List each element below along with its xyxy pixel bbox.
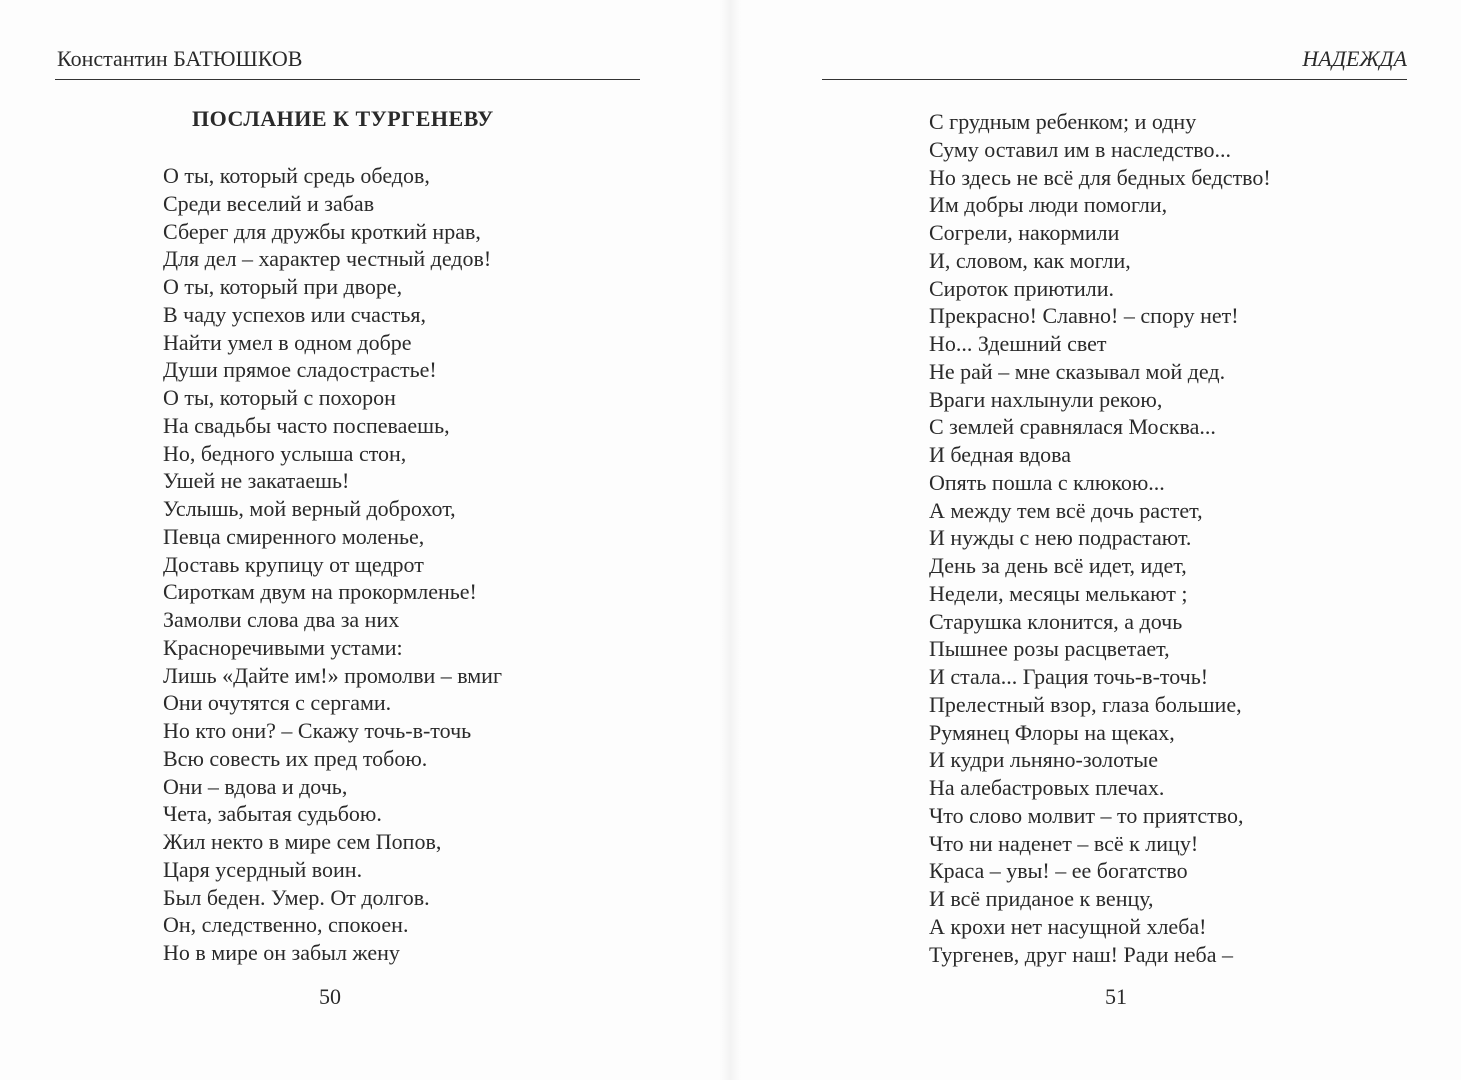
verse-line: Но... Здешний свет [929, 331, 1107, 356]
verse-line: Но кто они? – Скажу точь-в-точь [163, 718, 472, 743]
verse-line: Замолви слова два за них [163, 607, 400, 632]
verse-line: Не рай – мне сказывал мой дед. [929, 358, 1226, 384]
verse-line: Но, бедного услыша стон, [163, 440, 407, 466]
verse-line: Согрели, накормили [929, 220, 1120, 245]
verse-line: Прелестный взор, глаза большие, [929, 691, 1242, 717]
header-rule [822, 79, 1407, 80]
verse-line: Сироток приютили. [929, 275, 1115, 301]
verse-line: С грудным ребенком; и одну [929, 109, 1197, 134]
header-rule [55, 79, 640, 80]
verse-line: О ты, который средь обедов, [163, 163, 430, 188]
verse-line: И, словом, как могли, [929, 247, 1131, 273]
verse-line: А между тем всё дочь растет, [929, 497, 1203, 523]
verse-line: Они – вдова и дочь, [163, 773, 348, 799]
poem-title: ПОСЛАНИЕ К ТУРГЕНЕВУ [192, 106, 494, 131]
verse-line: Ушей не закатаешь! [163, 468, 350, 494]
verse-line: Красноречивыми устами: [163, 634, 403, 660]
right-page [741, 0, 1461, 1080]
verse-line: Прекрасно! Славно! – спору нет! [929, 303, 1239, 329]
verse-line: Он, следственно, спокоен. [163, 912, 409, 938]
verse-line: Румянец Флоры на щеках, [929, 719, 1175, 745]
verse-line: Что ни наденет – всё к лицу! [929, 830, 1199, 856]
book-gutter [720, 0, 741, 1080]
verse-line: Сироткам двум на прокормленье! [163, 579, 477, 605]
poem-verse [929, 108, 1271, 968]
verse-line: О ты, который при дворе, [163, 274, 403, 299]
verse-line: Тургенев, друг наш! Ради неба – [929, 941, 1233, 967]
verse-line: И всё приданое к венцу, [929, 886, 1154, 911]
verse-line: День за день всё идет, идет, [929, 553, 1187, 578]
verse-line: Доставь крупицу от щедрот [163, 551, 424, 577]
verse-line: В чаду успехов или счастья, [163, 301, 426, 327]
verse-line: Жил некто в мире сем Попов, [163, 829, 442, 854]
verse-line: Но здесь не всё для бедных бедство! [929, 164, 1271, 190]
left-page [0, 0, 720, 1080]
verse-line: Среди веселий и забав [163, 190, 375, 216]
verse-line: Царя усердный воин. [163, 856, 363, 882]
verse-line: Суму оставил им в наследство... [929, 136, 1232, 162]
verse-line: Враги нахлынули рекою, [929, 386, 1163, 412]
verse-line: Что слово молвит – то приятство, [929, 802, 1244, 828]
verse-line: Лишь «Дайте им!» промолви – вмиг [163, 662, 502, 688]
verse-line: Опять пошла с клюкою... [929, 469, 1165, 495]
verse-line: Они очутятся с сергами. [163, 690, 392, 716]
verse-line: Услышь, мой верный доброхот, [163, 496, 456, 521]
verse-line: Старушка клонится, а дочь [929, 608, 1183, 634]
verse-line: Певца смиренного моленье, [163, 523, 425, 549]
verse-line: Им добры люди помогли, [929, 192, 1168, 218]
verse-line: Души прямое сладострастье! [163, 357, 437, 383]
verse-line: Для дел – характер честный дедов! [163, 246, 492, 272]
verse-line: И нужды с нею подрастают. [929, 525, 1192, 551]
poem-verse [163, 162, 502, 967]
verse-line: Чета, забытая судьбою. [163, 801, 382, 827]
verse-line: И бедная вдова [929, 442, 1072, 467]
verse-line: Сберег для дружбы кроткий нрав, [163, 218, 481, 244]
running-head-section: НАДЕЖДА [1302, 46, 1407, 71]
running-head-author: Константин БАТЮШКОВ [57, 46, 303, 71]
verse-line: Всю совесть их пред тобою. [163, 745, 428, 771]
verse-line: На свадьбы часто поспеваешь, [163, 412, 450, 438]
verse-line: На алебастровых плечах. [929, 775, 1165, 800]
verse-line: Найти умел в одном добре [163, 329, 412, 355]
verse-line: И стала... Грация точь-в-точь! [929, 664, 1209, 689]
page-number: 51 [1105, 984, 1127, 1009]
verse-line: И кудри льняно-золотые [929, 747, 1158, 773]
verse-line: С землей сравнялася Москва... [929, 414, 1216, 440]
verse-line: Был беден. Умер. От долгов. [163, 884, 430, 910]
verse-line: О ты, который с похорон [163, 385, 396, 410]
verse-line: Пышнее розы расцветает, [929, 636, 1170, 662]
verse-line: Недели, месяцы мелькают ; [929, 580, 1188, 606]
verse-line: Краса – увы! – ее богатство [929, 858, 1188, 884]
verse-line: Но в мире он забыл жену [163, 940, 400, 965]
verse-line: А крохи нет насущной хлеба! [929, 913, 1207, 939]
page-number: 50 [319, 984, 341, 1009]
